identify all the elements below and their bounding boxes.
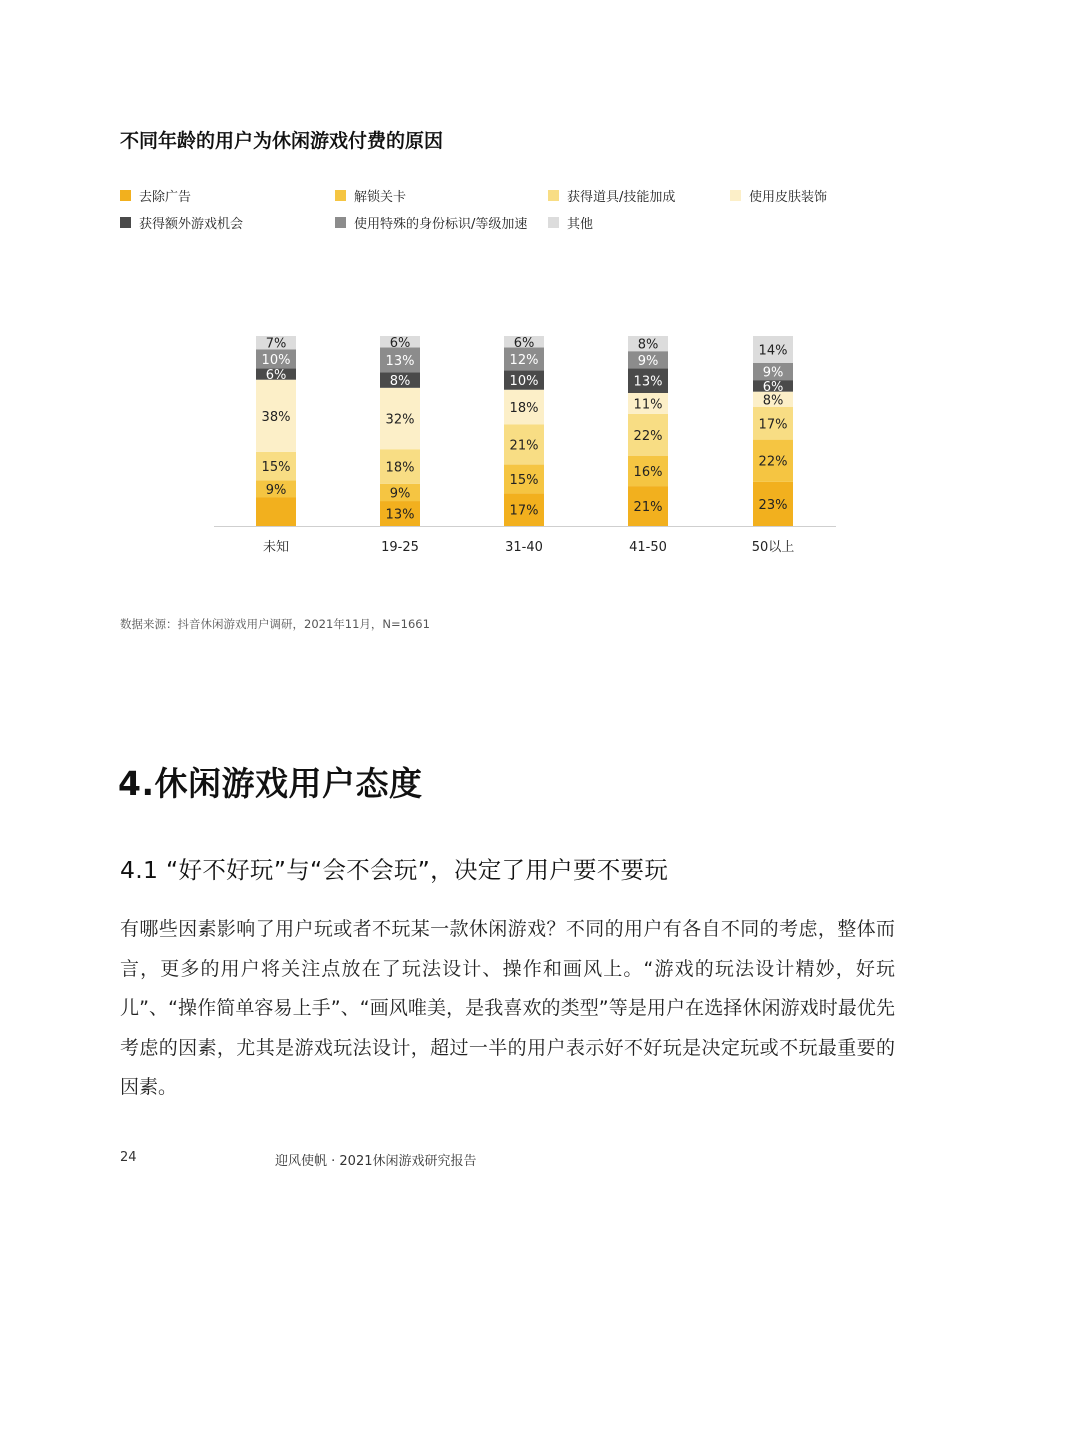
data-label: 23%	[758, 497, 788, 513]
legend-label: 去除广告	[139, 190, 192, 205]
data-label: 18%	[385, 460, 415, 476]
data-label: 7%	[265, 336, 287, 352]
data-label: 22%	[633, 428, 663, 444]
data-label: 18%	[509, 401, 539, 417]
page-number: 24	[120, 1150, 137, 1165]
data-label: 6%	[265, 368, 287, 383]
data-label: 9%	[389, 486, 411, 502]
stacked-bar-chart	[0, 0, 1071, 600]
data-label: 13%	[385, 353, 415, 369]
data-label: 6%	[762, 379, 784, 395]
data-label: 32%	[385, 412, 415, 428]
data-label: 8%	[637, 337, 659, 353]
legend-label: 获得额外游戏机会	[139, 217, 244, 232]
data-label: 9%	[265, 482, 287, 498]
category-label: 31-40	[505, 540, 543, 555]
legend-label: 解锁关卡	[354, 190, 407, 205]
data-label: 21%	[633, 500, 663, 516]
data-label: 8%	[389, 374, 411, 390]
legend-label: 使用皮肤装饰	[749, 190, 828, 205]
section-title: 4.休闲游戏用户态度	[118, 764, 423, 803]
category-label: 50以上	[751, 540, 795, 555]
data-label: 16%	[633, 464, 663, 480]
legend-label: 使用特殊的身份标识/等级加速	[354, 217, 528, 232]
data-label: 15%	[509, 472, 539, 488]
bar-segment	[256, 498, 296, 527]
legend-label: 其他	[567, 217, 594, 232]
data-label: 6%	[513, 335, 535, 351]
data-label: 21%	[509, 438, 539, 454]
data-label: 14%	[758, 343, 788, 359]
body-paragraph: 有哪些因素影响了用户玩或者不玩某一款休闲游戏？不同的用户有各自不同的考虑，整体而言，更多的用户将关注点放在了玩法设计、操作和画风上。“游戏的玩法设计精妙，好玩儿”、“操作简单容易上手”、“画风唯美，是我喜欢的类型”等是用户在选择休闲游戏时最优先考虑的因素，尤其是游戏玩法设计，超过一半的用户表示好不好玩是决定玩或不玩最重要的因素。	[120, 918, 895, 1098]
data-label: 6%	[389, 335, 411, 351]
legend-label: 获得道具/技能加成	[567, 190, 676, 205]
data-label: 17%	[758, 417, 788, 433]
footer-report-title: 迎风使帆 · 2021休闲游戏研究报告	[275, 1154, 477, 1169]
chart-title: 不同年龄的用户为休闲游戏付费的原因	[120, 130, 444, 152]
data-source-note: 数据来源：抖音休闲游戏用户调研，2021年11月，N=1661	[120, 617, 430, 631]
data-label: 12%	[509, 353, 539, 369]
data-label: 17%	[509, 503, 539, 519]
data-label: 8%	[762, 393, 784, 409]
data-label: 13%	[633, 374, 663, 390]
data-label: 13%	[385, 507, 415, 523]
data-label: 38%	[261, 409, 291, 425]
data-label: 9%	[637, 353, 659, 369]
category-label: 未知	[262, 540, 290, 555]
data-label: 15%	[261, 460, 291, 476]
category-label: 41-50	[629, 540, 667, 555]
data-label: 10%	[261, 352, 291, 368]
data-label: 22%	[758, 454, 788, 470]
subsection-title: 4.1 “好不好玩”与“会不会玩”，决定了用户要不要玩	[120, 856, 669, 884]
data-label: 10%	[509, 374, 539, 390]
data-label: 11%	[633, 397, 663, 413]
data-label: 9%	[762, 365, 784, 381]
category-label: 19-25	[381, 540, 419, 555]
